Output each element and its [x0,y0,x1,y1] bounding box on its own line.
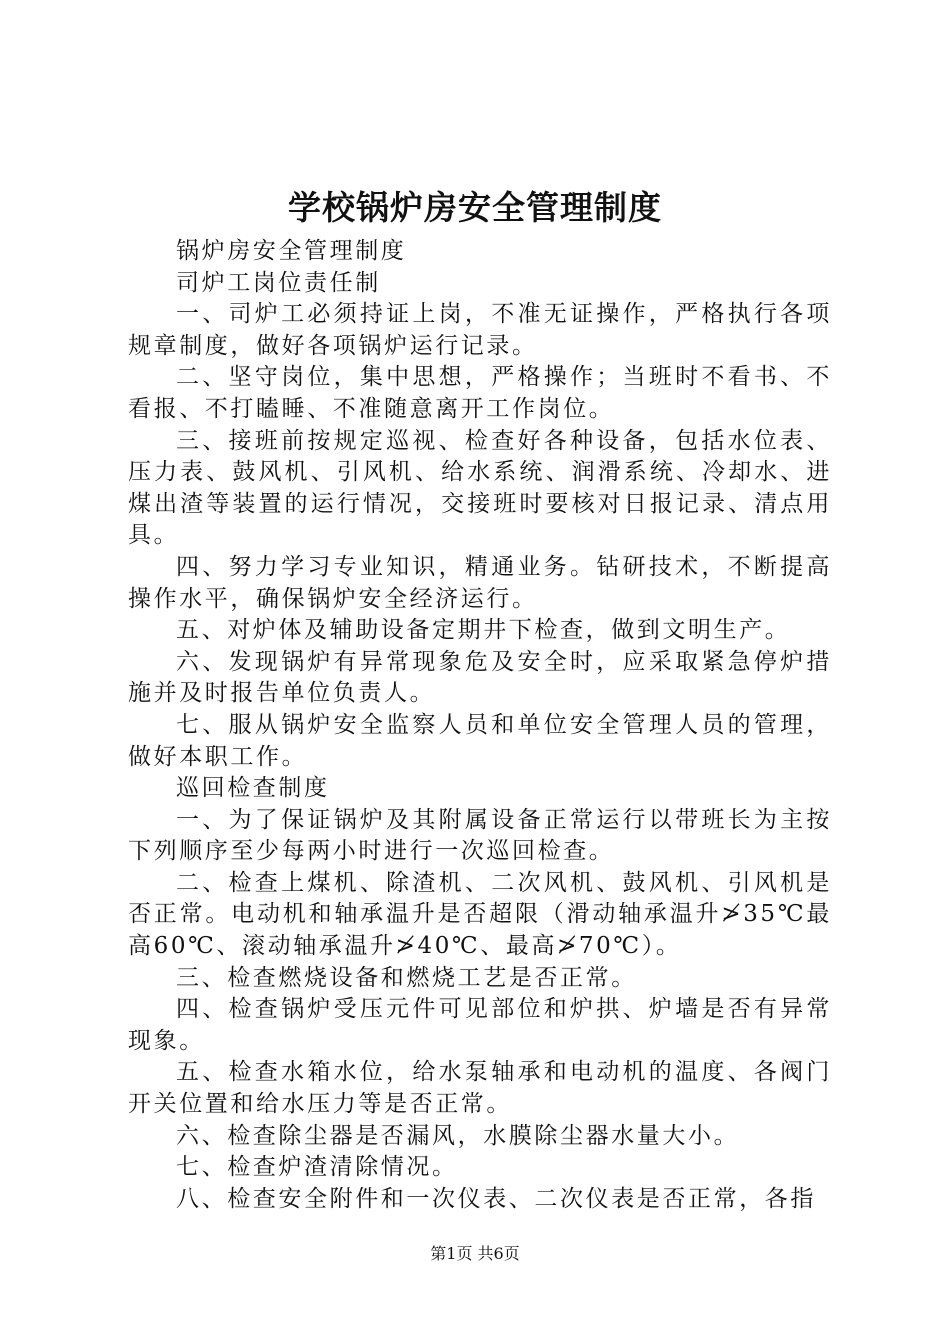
document-body [128,236,832,1215]
paragraph: 八、检查安全附件和一次仪表、二次仪表是否正常，各指 [176,1185,816,1212]
document-title: 学校锅炉房安全管理制度 [288,188,662,227]
paragraph: 五、对炉体及辅助设备定期井下检查，做到文明生产。 [176,617,791,644]
paragraph: 二、检查上煤机、除渣机、二次风机、鼓风机、引风机是否正常。电动机和轴承温升是否超限（滑动轴承温升≯35℃最高60℃、滚动轴承温升≯40℃、最高≯70℃）。 [128,869,832,960]
paragraph: 四、检查锅炉受压元件可见部位和炉拱、炉墙是否有异常现象。 [128,996,832,1054]
paragraph: 七、服从锅炉安全监察人员和单位安全管理人员的管理，做好本职工作。 [128,711,832,770]
paragraph: 五、检查水箱水位，给水泵轴承和电动机的温度、各阀门开关位置和给水压力等是否正常。 [128,1059,832,1118]
paragraph: 三、检查燃烧设备和燃烧工艺是否正常。 [176,964,637,991]
paragraph: 一、为了保证锅炉及其附属设备正常运行以带班长为主按下列顺序至少每两小时进行一次巡回检查。 [128,806,832,865]
paragraph: 司炉工岗位责任制 [176,269,381,296]
paragraph: 锅炉房安全管理制度 [176,238,407,264]
paragraph: 六、发现锅炉有异常现象危及安全时，应采取紧急停炉措施并及时报告单位负责人。 [128,648,832,707]
paragraph: 六、检查除尘器是否漏风，水膜除尘器水量大小。 [176,1122,740,1149]
paragraph: 七、检查炉渣清除情况。 [176,1154,458,1181]
paragraph: 三、接班前按规定巡视、检查好各种设备，包括水位表、压力表、鼓风机、引风机、给水系统、润滑系统、冷却水、进煤出渣等装置的运行情况，交接班时要核对日报记录、清点用具。 [128,427,832,549]
page-indicator: 第1页 共6页 [430,1244,520,1263]
paragraph: 一、司炉工必须持证上岗，不准无证操作，严格执行各项规章制度，做好各项锅炉运行记录。 [128,301,832,359]
paragraph: 巡回检查制度 [176,775,330,802]
paragraph: 四、努力学习专业知识，精通业务。钻研技术，不断提高操作水平，确保锅炉安全经济运行。 [128,553,832,612]
paragraph: 二、坚守岗位，集中思想，严格操作；当班时不看书、不看报、不打瞌睡、不准随意离开工作岗位。 [128,364,832,422]
